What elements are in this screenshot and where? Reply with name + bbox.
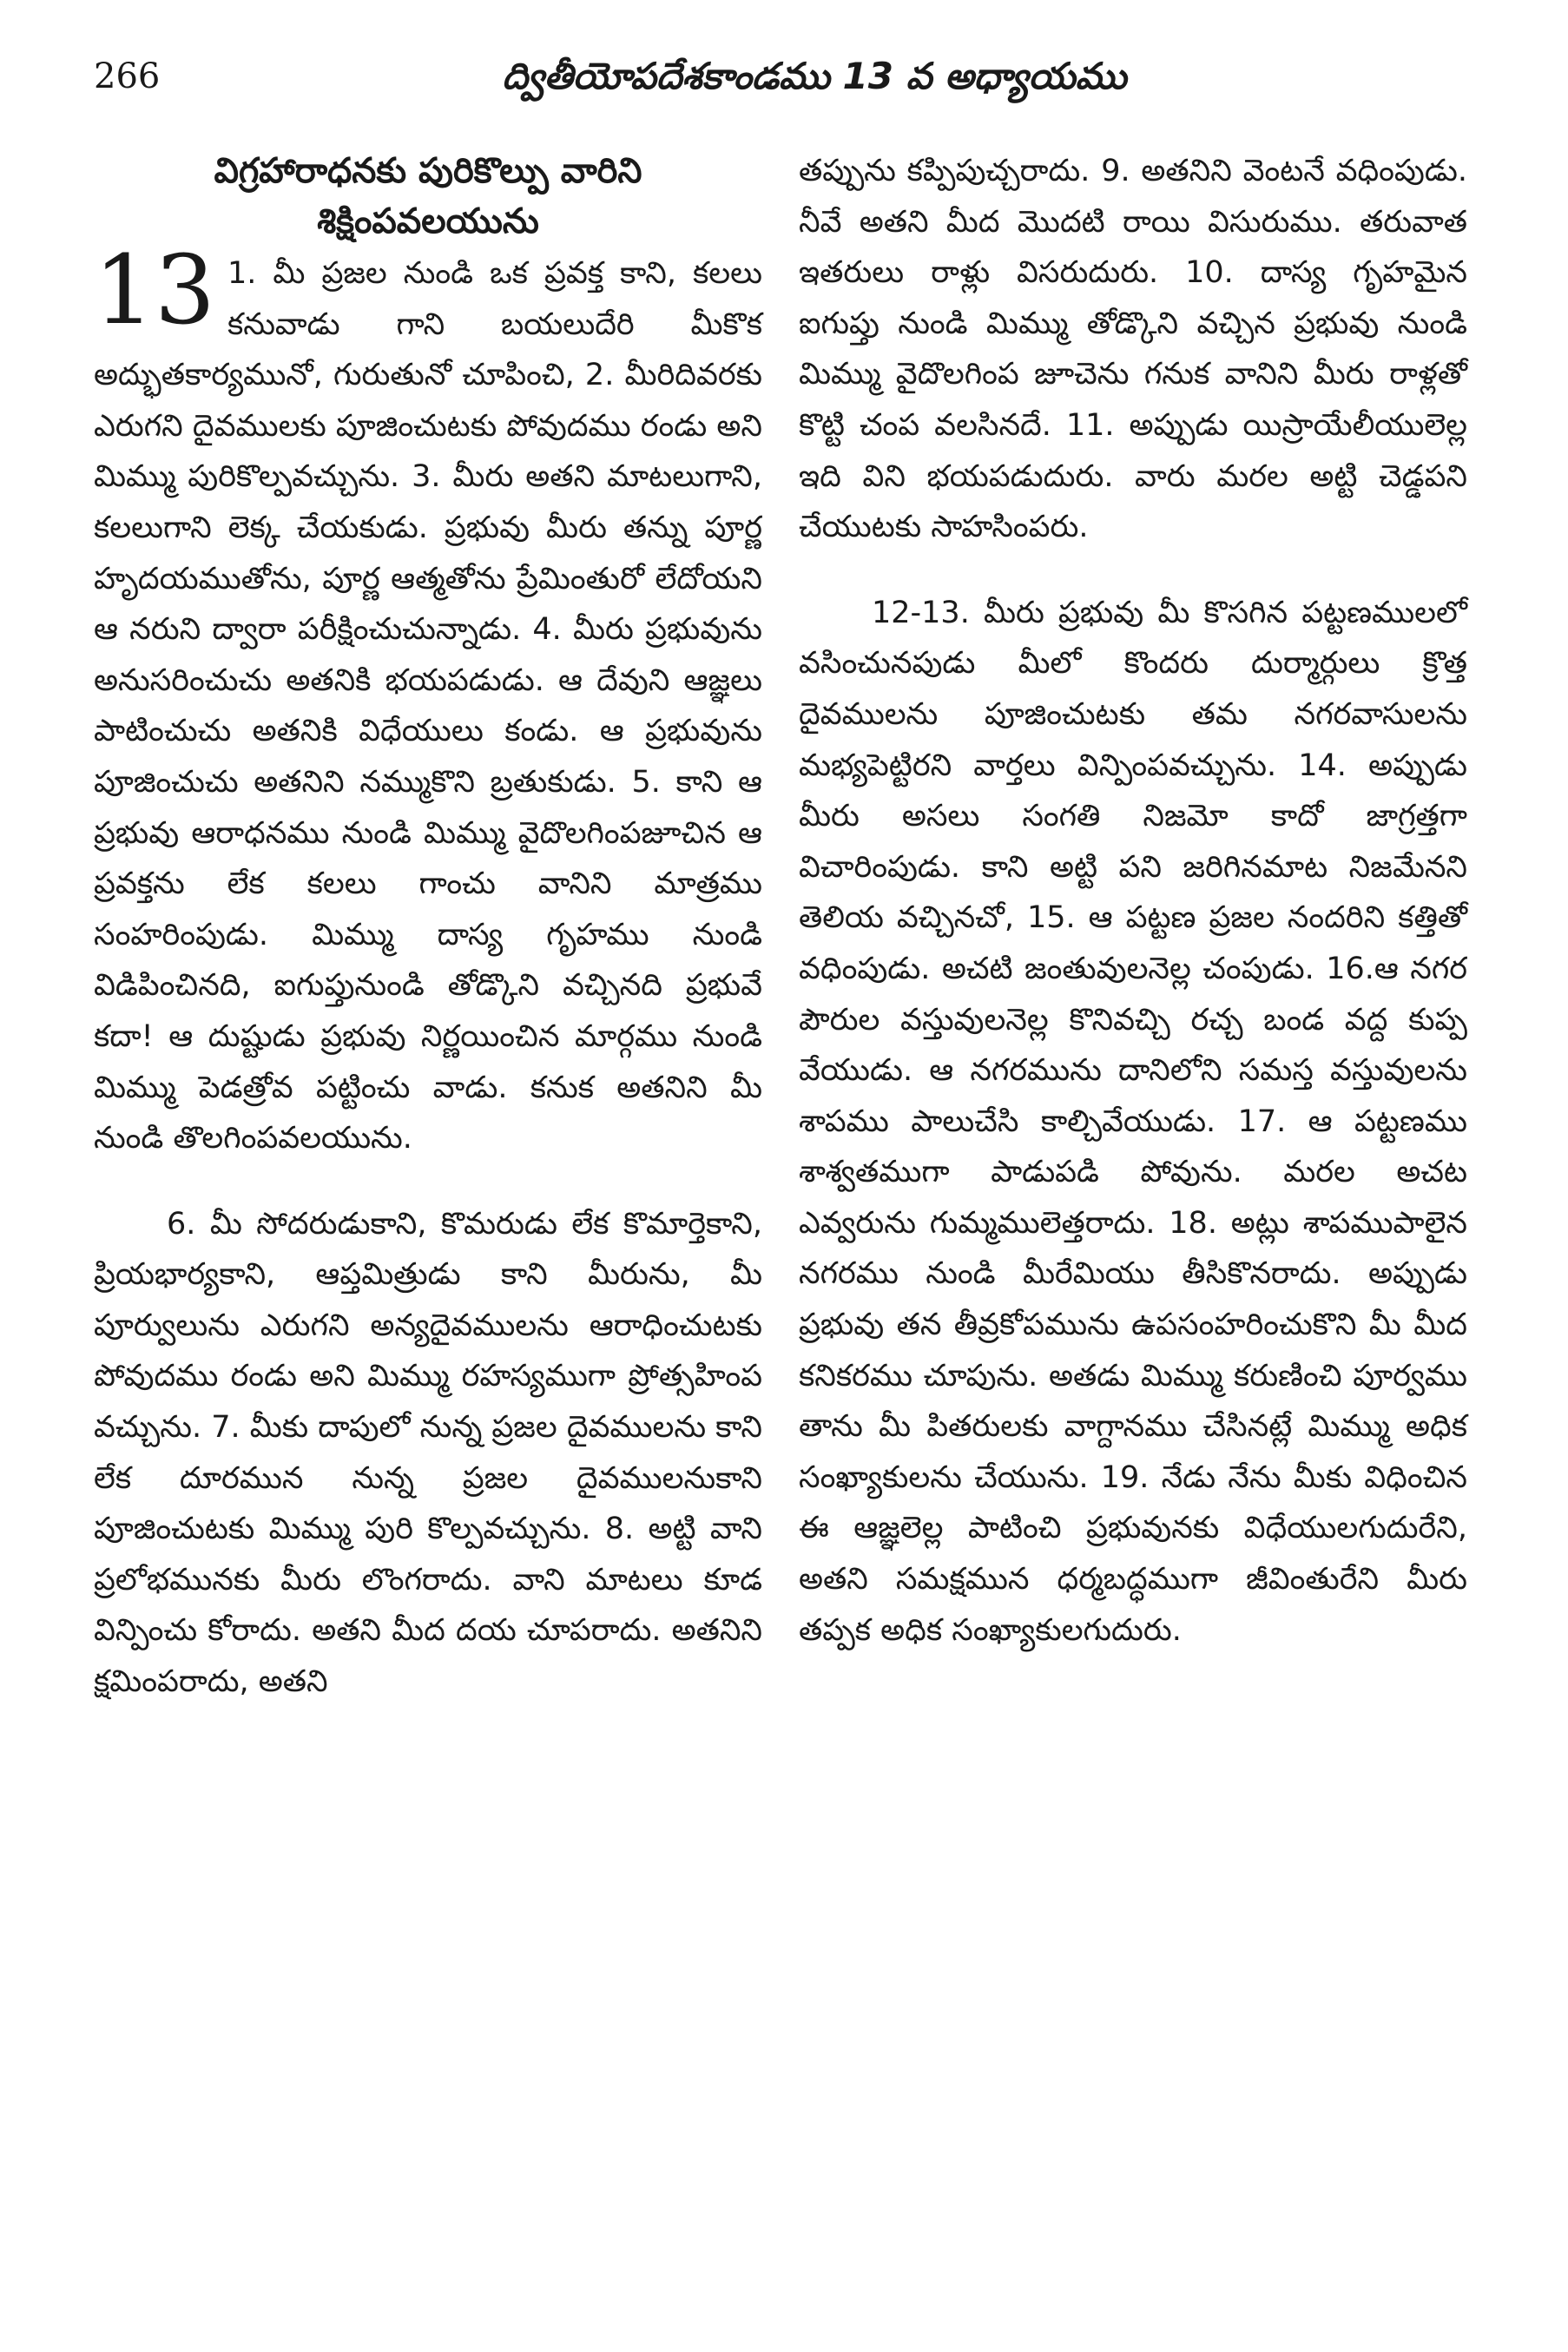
paragraph-verses-6-8: 6. మీ సోదరుడుకాని, కొమరుడు లేక కొమార్తెకాని, ప్రియభార్యకాని, ఆప్తమిత్రుడు కాని మీరును, మీ పూర్వులును ఎరుగని అన్యదైవములను ఆరాధించుటకు పోవుదము రండు అని మిమ్ము రహస్యముగా ప్రోత్సహింప వచ్చును. 7. మీకు దాపులో నున్న ప్రజల దైవములను కాని లేక దూరమున నున్న ప్రజల దైవములనుకాని పూజించుటకు మిమ్ము పురి కొల్పవచ్చును. 8. అట్టి వాని ప్రలోభమునకు మీరు లొంగరాదు. వాని మాటలు కూడ విన్పించు కోరాదు. అతని మీద దయ చూపరాదు. అతనిని క్షమింపరాదు, అతని — [94, 1206, 763, 1700]
left-column — [94, 146, 762, 1708]
page-number: 266 — [94, 56, 161, 96]
page-header — [94, 50, 1474, 128]
paragraph-verses-8-11: తప్పును కప్పిపుచ్చరాదు. 9. అతనిని వెంటనే వధింపుడు. నీవే అతని మీద మొదటి రాయి విసురుము. తరువాత ఇతరులు రాళ్లు విసరుదురు. 10. దాస్య గృహమైన ఐగుప్తు నుండి మిమ్ము తోడ్కొని వచ్చిన ప్రభువు నుండి మిమ్ము వైదొలగింప జూచెను గనుక వానిని మీరు రాళ్లతో కొట్టి చంప వలసినదే. 11. అప్పుడు యిస్రాయేలీయులెల్ల ఇది విని భయపడుదురు. వారు మరల అట్టి చెడ్డపని చేయుటకు సాహసింపరు. — [799, 154, 1467, 545]
section-heading-line-2: శిక్షింపవలయును — [317, 201, 539, 241]
section-heading — [94, 146, 762, 247]
right-column — [799, 146, 1467, 1656]
running-title: ద్వితీయోపదేశకాండము 13 వ అధ్యాయము — [502, 55, 1127, 97]
section-heading-line-1: విగ్రహారాధనకు పురికొల్పు వారిని — [214, 151, 642, 191]
paragraph-text: 1. మీ ప్రజల నుండి ఒక ప్రవక్త కాని, కలలు కనువాడు గాని బయలుదేరి మీకొక అద్భుతకార్యమునో, గురుతునో చూపించి, 2. మీరిదివరకు ఎరుగని దైవములకు పూజించుటకు పోవుదము రండు అని మిమ్ము పురికొల్పవచ్చును. 3. మీరు అతని మాటలుగాని, కలలుగాని లెక్క చేయకుడు. ప్రభువు మీరు తన్ను పూర్ణ హృదయముతోను, పూర్ణ ఆత్మతోను ప్రేమింతురో లేదోయని ఆ నరుని ద్వారా పరీక్షించుచున్నాడు. 4. మీరు ప్రభువును అనుసరించుచు అతనికి భయపడుడు. ఆ దేవుని ఆజ్ఞలు పాటించుచు అతనికి విధేయులు కండు. ఆ ప్రభువును పూజించుచు అతనిని నమ్ముకొని బ్రతుకుడు. 5. కాని ఆ ప్రభువు ఆరాధనము నుండి మిమ్ము వైదొలగింపజూచిన ఆ ప్రవక్తను లేక కలలు గాంచు వానిని మాత్రము సంహరింపుడు. మిమ్ము దాస్య గృహము నుండి విడిపించినది, ఐగుప్తునుండి తోడ్కొని వచ్చినది ప్రభువే కదా! ఆ దుష్టుడు ప్రభువు నిర్ణయించిన మార్గము నుండి మిమ్ము పెడత్రోవ పట్టించు వాడు. కనుక అతనిని మీ నుండి తొలగింపవలయును. — [94, 256, 762, 1156]
chapter-number: 13 — [94, 234, 215, 346]
paragraph-verses-1-5 — [94, 234, 762, 1164]
paragraph-verses-12-19: 12-13. మీరు ప్రభువు మీ కొసగిన పట్టణములలో వసించునపుడు మీలో కొందరు దుర్మార్గులు క్రొత్త దైవములను పూజించుటకు తమ నగరవాసులను మభ్యపెట్టిరని వార్తలు విన్పింపవచ్చును. 14. అప్పుడు మీరు అసలు సంగతి నిజమో కాదో జాగ్రత్తగా విచారింపుడు. కాని అట్టి పని జరిగినమాట నిజమేనని తెలియ వచ్చినచో, 15. ఆ పట్టణ ప్రజల నందరిని కత్తితో వధింపుడు. అచటి జంతువులనెల్ల చంపుడు. 16.ఆ నగర పౌరుల వస్తువులనెల్ల కొనివచ్చి రచ్చ బండ వద్ద కుప్ప వేయుడు. ఆ నగరమును దానిలోని సమస్త వస్తువులను శాపము పాలుచేసి కాల్చివేయుడు. 17. ఆ పట్టణము శాశ్వతముగా పాడుపడి పోవును. మరల అచట ఎవ్వరును గుమ్మములెత్తరాదు. 18. అట్లు శాపముపాలైన నగరము నుండి మీరేమియు తీసికొనరాదు. అప్పుడు ప్రభువు తన తీవ్రకోపమును ఉపసంహరించుకొని మీ మీద కనికరము చూపును. అతడు మిమ్ము కరుణించి పూర్వము తాను మీ పితరులకు వాగ్దానము చేసినట్లే మిమ్ము అధిక సంఖ్యాకులను చేయును. 19. నేడు నేను మీకు విధించిన ఈ ఆజ్ఞలెల్ల పాటించి ప్రభువునకు విధేయులగుదురేని, అతని సమక్షమున ధర్మబద్ధముగా జీవింతురేని మీరు తప్పక అధిక సంఖ్యాకులగుదురు. — [799, 595, 1467, 1648]
